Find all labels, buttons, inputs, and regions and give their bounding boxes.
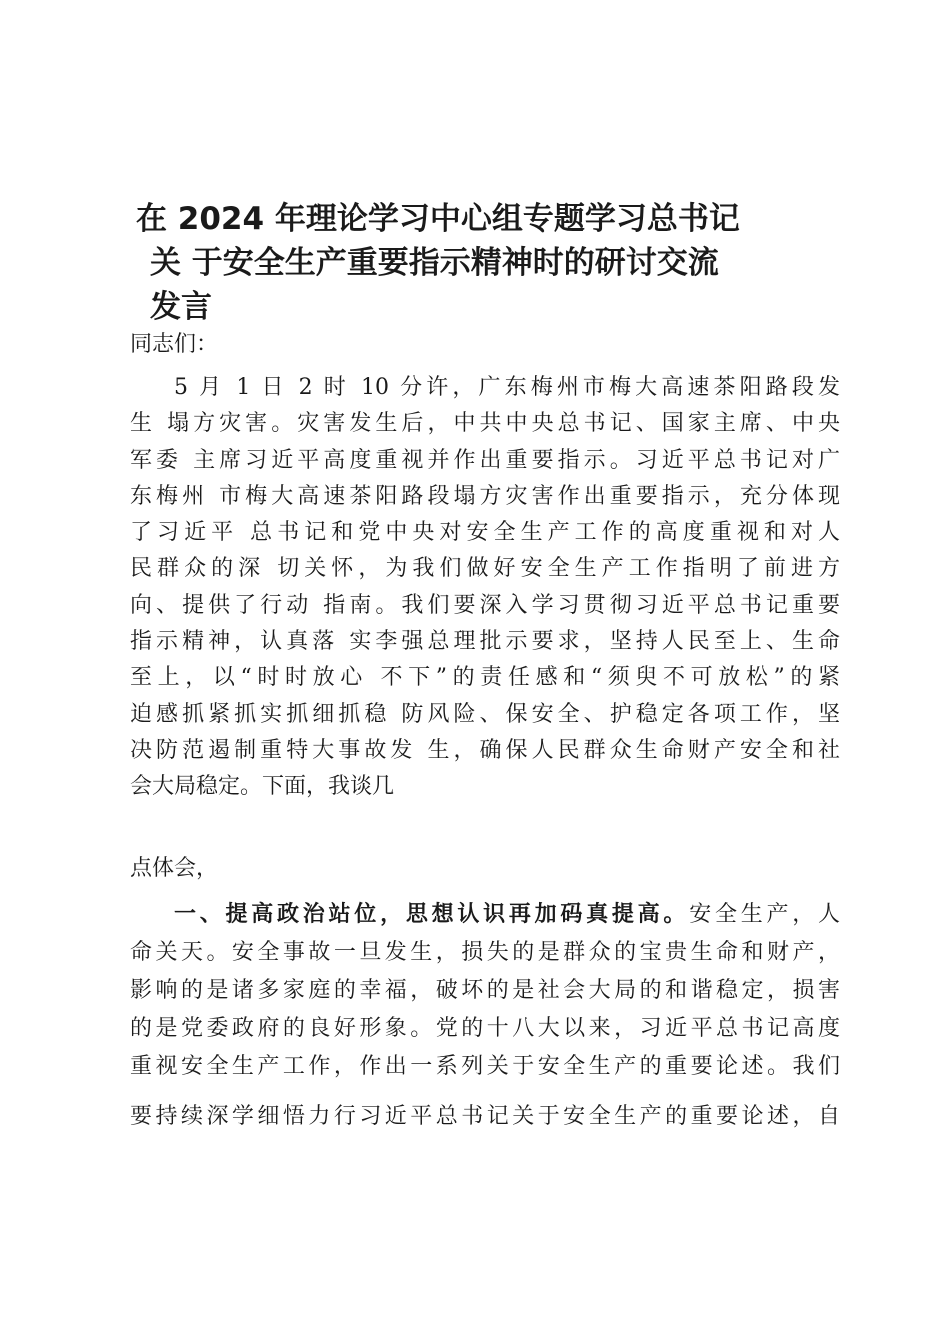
text-line: 生 塌方灾害。灾害发生后，中共中央总书记、国家主席、中央 — [130, 411, 840, 437]
text-line: 的是党委政府的良好形象。党的十八大以来，习近平总书记高度 — [130, 1016, 840, 1041]
title-line: 在 2024 年理论学习中心组专题学习总书记 — [136, 201, 740, 237]
text-line: 了习近平 总书记和党中央对安全生产工作的高度重视和对人 — [130, 520, 840, 546]
text-line: 指示精神，认真落 实李强总理批示要求，坚持人民至上、生命 — [130, 629, 840, 655]
text-line: 5 月 1 日 2 时 10 分许，广东梅州市梅大高速茶阳路段发 — [174, 375, 840, 400]
text-line: 至上，以“时时放心 不下”的责任感和“须臾不可放松”的紧 — [130, 665, 840, 691]
title-line: 发言 — [150, 289, 212, 325]
text-line: 命关天。安全事故一旦发生，损失的是群众的宝贵生命和财产， — [130, 940, 840, 965]
text-line: 东梅州 市梅大高速茶阳路段塌方灾害作出重要指示，充分体现 — [130, 483, 840, 509]
text-line: 向、提供了行动 指南。我们要深入学习贯彻习近平总书记重要 — [130, 592, 840, 618]
section-heading: 一、提高政治站位，思想认识再加码真提高。 — [174, 902, 690, 927]
text-line: 迫感抓紧抓实抓细抓稳 防风险、保安全、护稳定各项工作，坚 — [130, 701, 840, 727]
text-line: 决防范遏制重特大事故发 生，确保人民群众生命财产安全和社 — [130, 737, 840, 763]
text-line: 军委 主席习近平高度重视并作出重要指示。习近平总书记对广 — [130, 447, 840, 473]
paragraph-tail: 点体会， — [130, 856, 219, 881]
text-line: 影响的是诸多家庭的幸福，破坏的是社会大局的和谐稳定，损害 — [130, 978, 840, 1003]
salutation: 同志们： — [130, 332, 219, 357]
text-line — [130, 896, 840, 934]
text-line: 会大局稳定。下面，我谈几 — [130, 774, 395, 800]
document-title — [136, 197, 816, 329]
paragraph-section-one — [130, 896, 840, 1136]
text-line: 要持续深学细悟力行习近平总书记关于安全生产的重要论述，自 — [130, 1104, 840, 1129]
text-line: 重视安全生产工作，作出一系列关于安全生产的重要论述。我们 — [130, 1054, 840, 1079]
title-line: 关 于安全生产重要指示精神时的研讨交流 — [150, 245, 719, 281]
paragraph-intro — [130, 370, 840, 806]
text-line: 民群众的深 切关怀，为我们做好安全生产工作指明了前进方 — [130, 556, 840, 582]
section-heading-rest: 安全生产，人 — [689, 902, 840, 927]
